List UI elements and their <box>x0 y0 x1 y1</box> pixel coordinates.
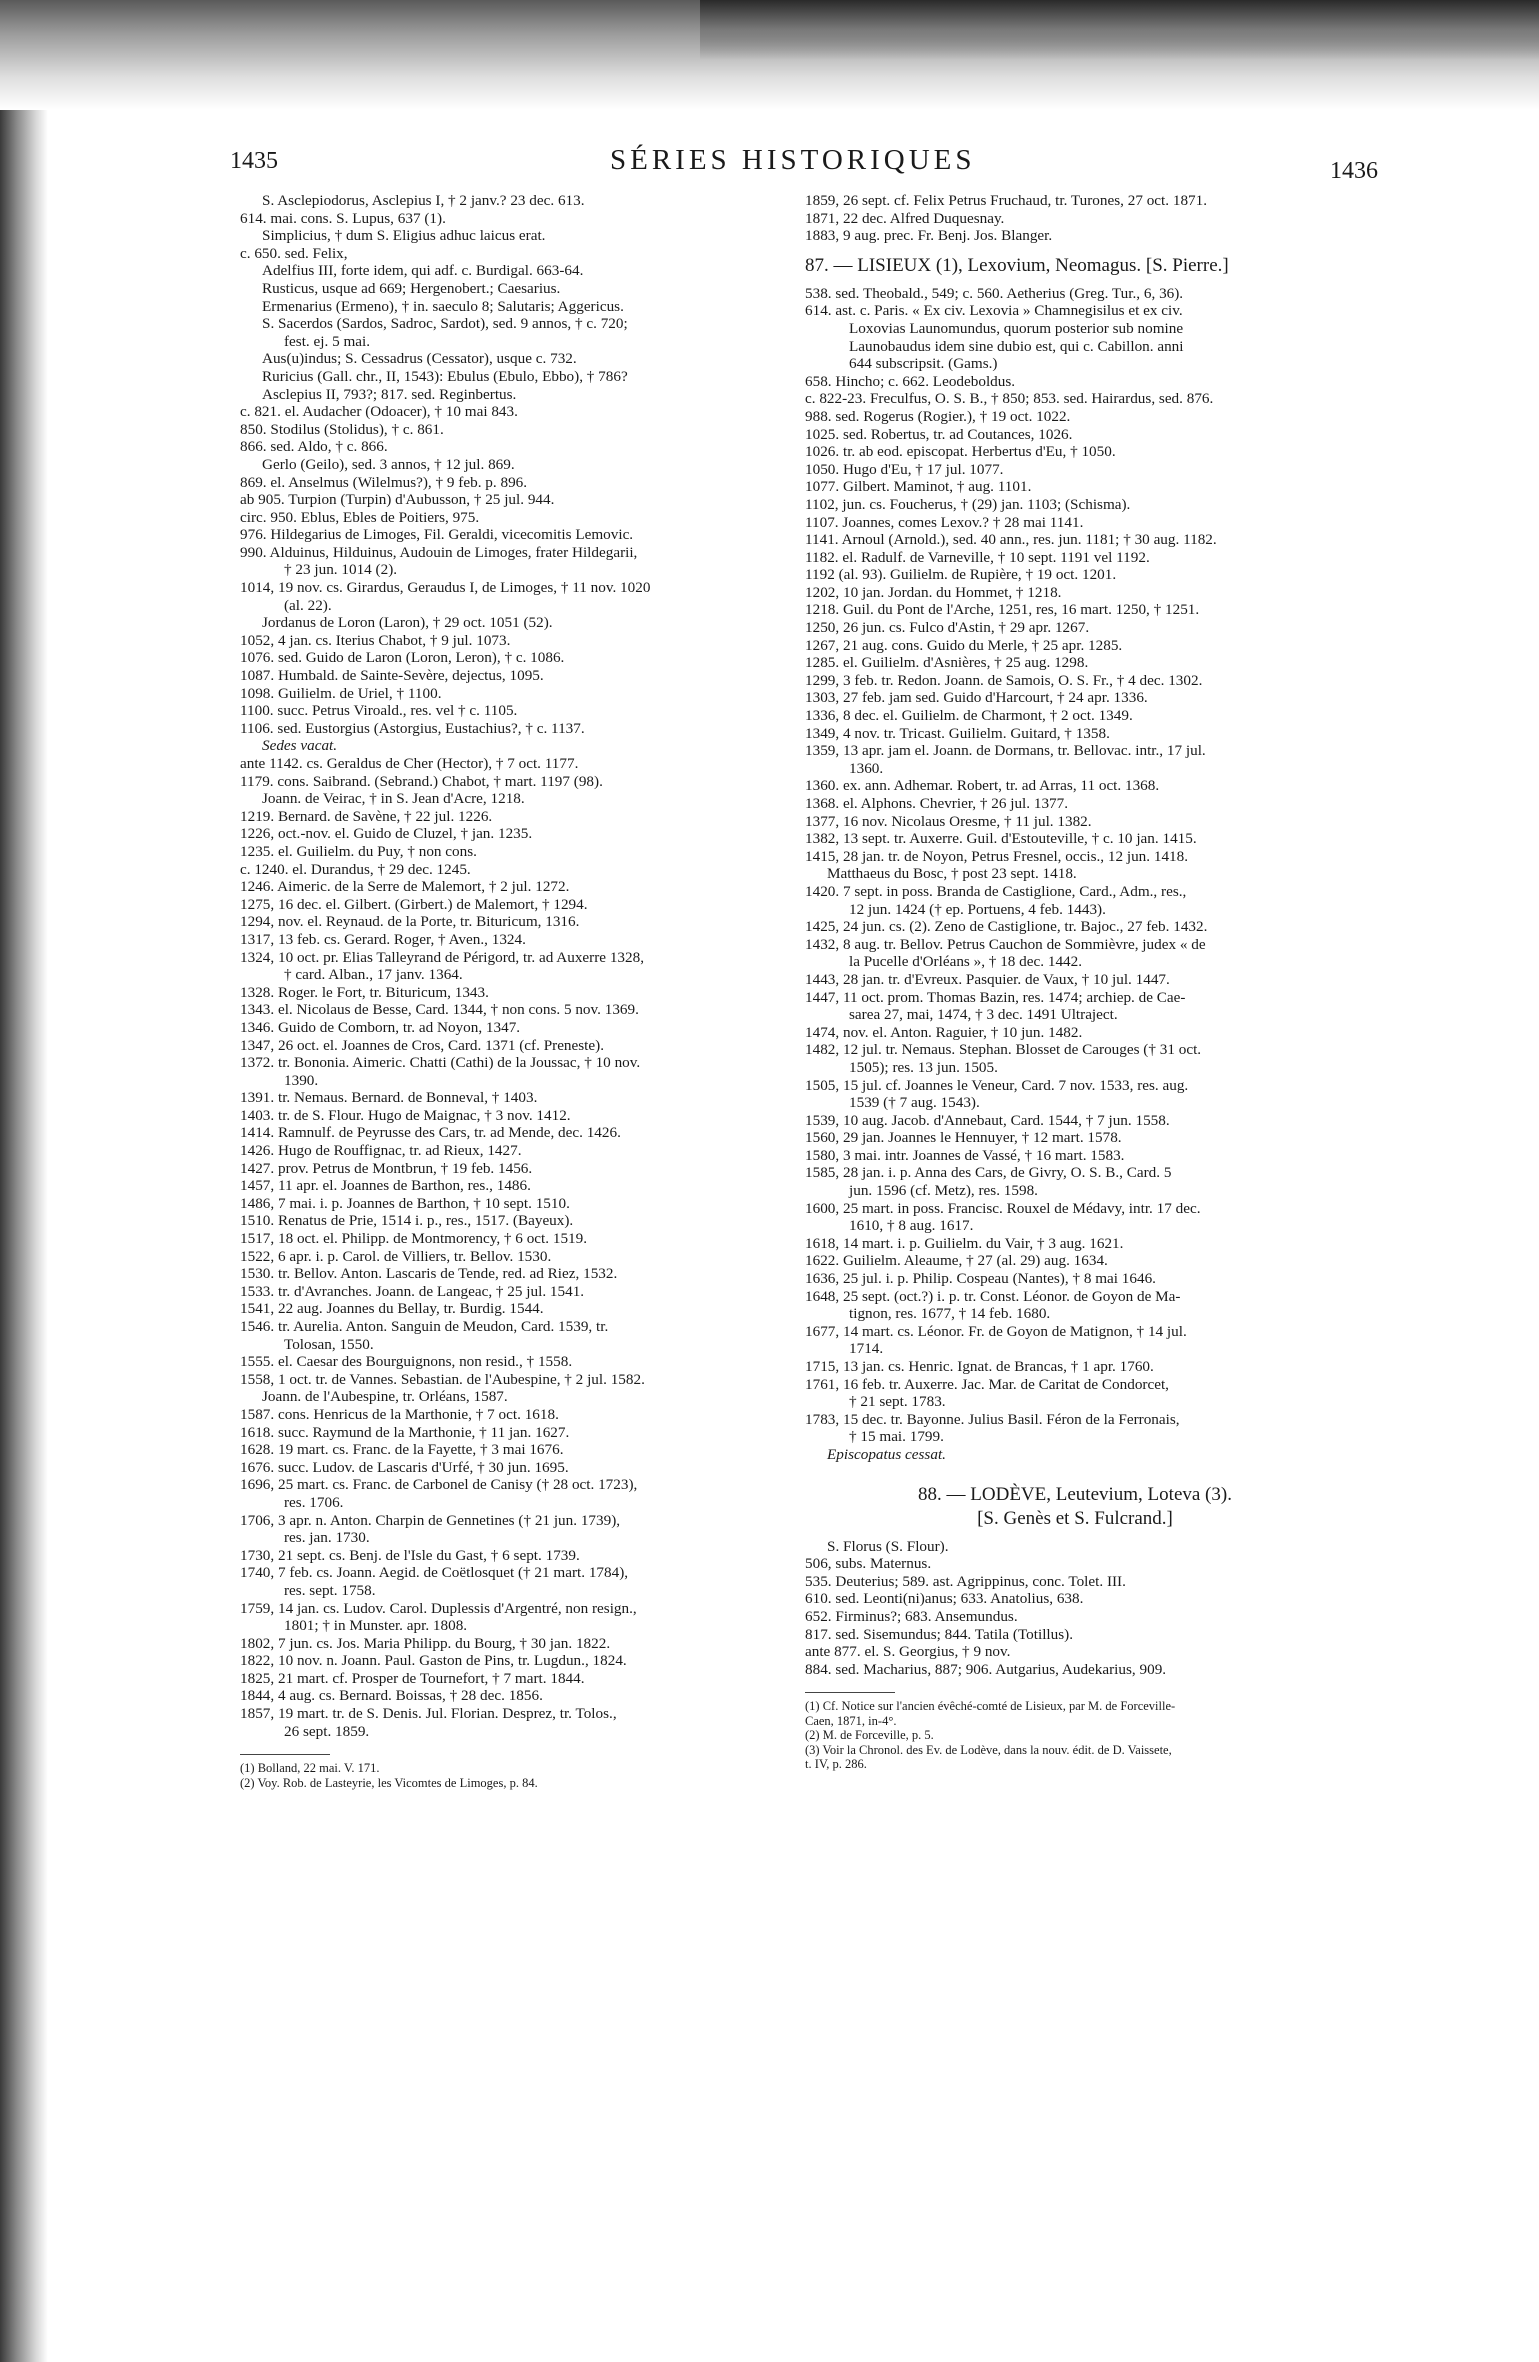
left-column-line: c. 821. el. Audacher (Odoacer), † 10 mai 843. <box>240 403 518 421</box>
right-footnote: (1) Cf. Notice sur l'ancien évêché-comté de Lisieux, par M. de Forceville- <box>805 1699 1176 1714</box>
left-column-line: Aus(u)indus; S. Cessadrus (Cessator), usque c. 732. <box>262 350 577 368</box>
lisieux-line: 644 subscripsit. (Gams.) <box>849 355 998 373</box>
left-column-line: 1390. <box>284 1071 319 1089</box>
left-column-line: 850. Stodilus (Stolidus), † c. 861. <box>240 420 444 438</box>
lodeve-line: 610. sed. Leonti(ni)anus; 633. Anatolius, 638. <box>805 1590 1084 1608</box>
lisieux-line: Loxovias Launomundus, quorum posterior sub nomine <box>849 319 1184 337</box>
left-column-line: 1628. 19 mart. cs. Franc. de la Fayette, † 3 mai 1676. <box>240 1441 564 1459</box>
lisieux-line: 1102, jun. cs. Foucherus, † (29) jan. 1103; (Schisma). <box>805 495 1131 513</box>
lisieux-line: 1677, 14 mart. cs. Léonor. Fr. de Goyon de Matignon, † 14 jul. <box>805 1322 1187 1340</box>
left-column-line: c. 650. sed. Felix, <box>240 244 348 262</box>
left-column-line: 1740, 7 feb. cs. Joann. Aegid. de Coëtlosquet († 21 mart. 1784), <box>240 1564 629 1582</box>
lisieux-line: 1618, 14 mart. i. p. Guilielm. du Vair, † 3 aug. 1621. <box>805 1234 1124 1252</box>
left-column-lines <box>240 192 800 1740</box>
lisieux-line: 1636, 25 jul. i. p. Philip. Cospeau (Nantes), † 8 mai 1646. <box>805 1270 1156 1288</box>
left-column-line: Rusticus, usque ad 669; Hergenobert.; Caesarius. <box>262 279 561 297</box>
left-column-line: 976. Hildegarius de Limoges, Fil. Geraldi, vicecomitis Lemovic. <box>240 526 634 544</box>
lisieux-line: 1250, 26 jun. cs. Fulco d'Astin, † 29 apr. 1267. <box>805 619 1090 637</box>
lisieux-line: 1539, 10 aug. Jacob. d'Annebaut, Card. 1544, † 7 jun. 1558. <box>805 1111 1170 1129</box>
lisieux-line: † 15 mai. 1799. <box>849 1428 944 1446</box>
left-column-line: 1555. el. Caesar des Bourguignons, non resid., † 1558. <box>240 1353 573 1371</box>
left-column-line: S. Asclepiodorus, Asclepius I, † 2 janv.? 23 dec. 613. <box>262 192 585 209</box>
left-column-line: 1391. tr. Nemaus. Bernard. de Bonneval, † 1403. <box>240 1089 538 1107</box>
left-column-line: 1530. tr. Bellov. Anton. Lascaris de Tende, red. ad Riez, 1532. <box>240 1265 618 1283</box>
left-column-line: 1517, 18 oct. el. Philipp. de Montmorency, † 6 oct. 1519. <box>240 1230 588 1248</box>
lisieux-line: 1474, nov. el. Anton. Raguier, † 10 jun. 1482. <box>805 1023 1083 1041</box>
left-column-line: 1347, 26 oct. el. Joannes de Cros, Card. 1371 (cf. Preneste). <box>240 1036 604 1054</box>
left-column-line: Simplicius, † dum S. Eligius adhuc laicus erat. <box>262 227 546 245</box>
footnote-divider-left <box>240 1754 330 1755</box>
lisieux-line: 1447, 11 oct. prom. Thomas Bazin, res. 1474; archiep. de Cae- <box>805 988 1186 1006</box>
left-column-line: 1510. Renatus de Prie, 1514 i. p., res., 1517. (Bayeux). <box>240 1212 574 1230</box>
lisieux-line: 988. sed. Rogerus (Rogier.), † 19 oct. 1022. <box>805 407 1071 425</box>
left-column-line: Tolosan, 1550. <box>284 1335 374 1353</box>
left-footnote: (1) Bolland, 22 mai. V. 171. <box>240 1761 380 1776</box>
left-column-line: † 23 jun. 1014 (2). <box>284 561 398 579</box>
section-heading-lodeve: 88. — LODÈVE, Leutevium, Loteva (3). <box>918 1483 1232 1505</box>
right-footnote: (2) M. de Forceville, p. 5. <box>805 1728 934 1743</box>
left-column-line: 1676. succ. Ludov. de Lascaris d'Urfé, † 30 jun. 1695. <box>240 1458 569 1476</box>
lisieux-line: 1505); res. 13 jun. 1505. <box>849 1058 998 1076</box>
right-column-top-lines <box>805 192 1345 245</box>
left-column-line: circ. 950. Eblus, Ebles de Poitiers, 975. <box>240 508 480 526</box>
lisieux-line: 1285. el. Guilielm. d'Asnières, † 25 aug. 1298. <box>805 654 1089 672</box>
left-column-line: 866. sed. Aldo, † c. 866. <box>240 438 388 456</box>
left-column-line: † card. Alban., 17 janv. 1364. <box>284 966 463 984</box>
left-column-line: 1414. Ramnulf. de Peyrusse des Cars, tr. ad Mende, dec. 1426. <box>240 1124 621 1142</box>
left-column-line: fest. ej. 5 mai. <box>284 332 371 350</box>
lisieux-line: 1360. ex. ann. Adhemar. Robert, tr. ad Arras, 11 oct. 1368. <box>805 777 1160 795</box>
lisieux-line: 1560, 29 jan. Joannes le Hennuyer, † 12 mart. 1578. <box>805 1129 1122 1147</box>
left-column-line: res. sept. 1758. <box>284 1581 376 1599</box>
left-column-line: Sedes vacat. <box>262 737 338 755</box>
lisieux-line: jun. 1596 (cf. Metz), res. 1598. <box>849 1182 1038 1200</box>
lisieux-line: 1192 (al. 93). Guilielm. de Rupière, † 19 oct. 1201. <box>805 566 1117 584</box>
lisieux-line: 1382, 13 sept. tr. Auxerre. Guil. d'Estouteville, † c. 10 jan. 1415. <box>805 830 1197 848</box>
left-column-line: 1533. tr. d'Avranches. Joann. de Langeac, † 25 jul. 1541. <box>240 1282 585 1300</box>
left-column-line: 1558, 1 oct. tr. de Vannes. Sebastian. de l'Aubespine, † 2 jul. 1582. <box>240 1370 645 1388</box>
left-column-line: 1546. tr. Aurelia. Anton. Sanguin de Meudon, Card. 1539, tr. <box>240 1318 609 1335</box>
lisieux-line: 1267, 21 aug. cons. Guido du Merle, † 25 apr. 1285. <box>805 636 1123 654</box>
left-column-line: 1328. Roger. le Fort, tr. Bituricum, 1343. <box>240 983 489 1001</box>
left-column-line: 1427. prov. Petrus de Montbrun, † 19 feb. 1456. <box>240 1159 533 1177</box>
left-column-line: 1457, 11 apr. el. Joannes de Barthon, res., 1486. <box>240 1177 531 1195</box>
running-title: SÉRIES HISTORIQUES <box>610 144 976 176</box>
right-footnotes <box>805 1699 1345 1772</box>
left-footnotes <box>240 1761 800 1790</box>
right-footnote: Caen, 1871, in-4°. <box>805 1713 897 1728</box>
lisieux-line: 1077. Gilbert. Maminot, † aug. 1101. <box>805 478 1032 496</box>
left-column-line: 1052, 4 jan. cs. Iterius Chabot, † 9 jul. 1073. <box>240 631 511 649</box>
lisieux-line: tignon, res. 1677, † 14 feb. 1680. <box>849 1305 1051 1323</box>
lisieux-line: 1202, 10 jan. Jordan. du Hommet, † 1218. <box>805 583 1062 601</box>
left-column-line: Jordanus de Loron (Laron), † 29 oct. 1051 (52). <box>262 614 553 632</box>
left-column-line: 1098. Guilielm. de Uriel, † 1100. <box>240 684 442 702</box>
left-column-line: 1294, nov. el. Reynaud. de la Porte, tr. Bituricum, 1316. <box>240 913 580 931</box>
left-column-line: 26 sept. 1859. <box>284 1722 370 1740</box>
lisieux-line: 1648, 25 sept. (oct.?) i. p. tr. Const. Léonor. de Goyon de Ma- <box>805 1287 1181 1305</box>
lisieux-line: 1482, 12 jul. tr. Nemaus. Stephan. Blosset de Carouges († 31 oct. <box>805 1041 1202 1059</box>
left-column-line: 1219. Bernard. de Savène, † 22 jul. 1226. <box>240 807 493 825</box>
left-column-line: Joann. de l'Aubespine, tr. Orléans, 1587. <box>262 1388 508 1406</box>
right-column <box>805 192 1345 1772</box>
left-column-line: 1246. Aimeric. de la Serre de Malemort, † 2 jul. 1272. <box>240 878 570 896</box>
left-column-line: 1403. tr. de S. Flour. Hugo de Maignac, † 3 nov. 1412. <box>240 1106 571 1124</box>
left-column-line: res. 1706. <box>284 1493 344 1511</box>
lisieux-line: sarea 27, mai, 1474, † 3 dec. 1491 Ultraject. <box>849 1006 1118 1024</box>
lisieux-line: † 21 sept. 1783. <box>849 1393 946 1411</box>
lodeve-line: ante 877. el. S. Georgius, † 9 nov. <box>805 1643 1011 1661</box>
lisieux-line: 1050. Hugo d'Eu, † 17 jul. 1077. <box>805 460 1004 478</box>
lisieux-line: 1107. Joannes, comes Lexov.? † 28 mai 1141. <box>805 513 1084 531</box>
lodeve-line: 884. sed. Macharius, 887; 906. Autgarius, Audekarius, 909. <box>805 1660 1167 1678</box>
lisieux-line: 1182. el. Radulf. de Varneville, † 10 sept. 1191 vel 1192. <box>805 548 1150 566</box>
lisieux-line: 1026. tr. ab eod. episcopat. Herbertus d'Eu, † 1050. <box>805 443 1116 461</box>
left-column-line: 1226, oct.-nov. el. Guido de Cluzel, † jan. 1235. <box>240 825 533 843</box>
left-column-line: Ruricius (Gall. chr., II, 1543): Ebulus (Ebulo, Ebbo), † 786? <box>262 367 628 385</box>
left-column-line: Asclepius II, 793?; 817. sed. Reginbertus. <box>262 385 517 403</box>
lisieux-line: 1715, 13 jan. cs. Henric. Ignat. de Brancas, † 1 apr. 1760. <box>805 1358 1154 1375</box>
left-column-line: 1802, 7 jun. cs. Jos. Maria Philipp. du Bourg, † 30 jan. 1822. <box>240 1634 611 1652</box>
left-column-line: 1759, 14 jan. cs. Ludov. Carol. Duplessis d'Argentré, non resign., <box>240 1599 637 1617</box>
left-column-line: 1618. succ. Raymund de la Marthonie, † 11 jan. 1627. <box>240 1423 570 1441</box>
right-column-top-line: 1859, 26 sept. cf. Felix Petrus Fruchaud, tr. Turones, 27 oct. 1871. <box>805 192 1208 209</box>
lisieux-lines <box>805 285 1345 1464</box>
lisieux-line: 1349, 4 nov. tr. Tricast. Guilielm. Guitard, † 1358. <box>805 724 1110 742</box>
lisieux-line: 1610, † 8 aug. 1617. <box>849 1217 974 1235</box>
left-column-line: ab 905. Turpion (Turpin) d'Aubusson, † 25 jul. 944. <box>240 491 555 509</box>
left-column-line: (al. 22). <box>284 596 332 614</box>
page-number-right: 1436 <box>1330 158 1378 184</box>
left-column-line: 1426. Hugo de Rouffignac, tr. ad Rieux, 1427. <box>240 1142 522 1160</box>
left-column-line: 1235. el. Guilielm. du Puy, † non cons. <box>240 842 477 860</box>
left-column-line: 1014, 19 nov. cs. Girardus, Geraudus I, de Limoges, † 11 nov. 1020 <box>240 579 651 597</box>
left-column-line: 1179. cons. Saibrand. (Sebrand.) Chabot, † mart. 1197 (98). <box>240 772 603 790</box>
left-column-line: 1706, 3 apr. n. Anton. Charpin de Gennetines († 21 jun. 1739), <box>240 1511 621 1529</box>
lisieux-line: 1336, 8 dec. el. Guilielm. de Charmont, † 2 oct. 1349. <box>805 707 1133 725</box>
lisieux-line: 1622. Guilielm. Aleaume, † 27 (al. 29) aug. 1634. <box>805 1252 1108 1270</box>
lodeve-line: 817. sed. Sisemundus; 844. Tatila (Totillus). <box>805 1625 1074 1643</box>
left-column-line: S. Sacerdos (Sardos, Sadroc, Sardot), sed. 9 annos, † c. 720; <box>262 315 628 333</box>
lisieux-line: 1539 († 7 aug. 1543). <box>849 1094 980 1112</box>
left-column-line: 869. el. Anselmus (Wilelmus?), † 9 feb. p. 896. <box>240 473 528 491</box>
lisieux-line: 658. Hincho; c. 662. Leodeboldus. <box>805 372 1016 390</box>
left-column-line: 614. mai. cons. S. Lupus, 637 (1). <box>240 209 446 227</box>
lisieux-line: 1303, 27 feb. jam sed. Guido d'Harcourt, † 24 apr. 1336. <box>805 689 1148 707</box>
lisieux-line: 1218. Guil. du Pont de l'Arche, 1251, res, 16 mart. 1250, † 1251. <box>805 601 1200 619</box>
right-column-top-line: 1871, 22 dec. Alfred Duquesnay. <box>805 209 1005 227</box>
section-gap <box>805 1464 1345 1474</box>
left-column-line: 1857, 19 mart. tr. de S. Denis. Jul. Florian. Desprez, tr. Tolos., <box>240 1705 617 1723</box>
left-column-line: 1522, 6 apr. i. p. Carol. de Villiers, tr. Bellov. 1530. <box>240 1247 552 1265</box>
lisieux-line: 1415, 28 jan. tr. de Noyon, Petrus Fresnel, occis., 12 jun. 1418. <box>805 847 1189 865</box>
left-column-line: 1324, 10 oct. pr. Elias Talleyrand de Périgord, tr. ad Auxerre 1328, <box>240 948 644 966</box>
lodeve-line: S. Florus (S. Flour). <box>827 1537 949 1555</box>
lodeve-lines <box>805 1538 1345 1679</box>
lisieux-line: 1359, 13 apr. jam el. Joann. de Dormans, tr. Bellovac. intr., 17 jul. <box>805 742 1206 760</box>
lisieux-line: 1025. sed. Robertus, tr. ad Coutances, 1026. <box>805 425 1073 443</box>
section-subheading-lodeve: [S. Genès et S. Fulcrand.] <box>977 1507 1173 1529</box>
lodeve-line: 652. Firminus?; 683. Ansemundus. <box>805 1607 1018 1625</box>
left-column-line: ante 1142. cs. Geraldus de Cher (Hector), † 7 oct. 1177. <box>240 755 579 772</box>
left-column-line: 1343. el. Nicolaus de Besse, Card. 1344, † non cons. 5 nov. 1369. <box>240 1001 639 1019</box>
lisieux-line: Episcopatus cessat. <box>827 1445 946 1463</box>
left-column-line: 1372. tr. Bononia. Aimeric. Chatti (Cathi) de la Joussac, † 10 nov. <box>240 1054 641 1072</box>
lisieux-line: 1580, 3 mai. intr. Joannes de Vassé, † 16 mart. 1583. <box>805 1146 1125 1164</box>
lisieux-line: 1761, 16 feb. tr. Auxerre. Jac. Mar. de Caritat de Condorcet, <box>805 1375 1169 1393</box>
left-column-line: 1696, 25 mart. cs. Franc. de Carbonel de Canisy († 28 oct. 1723), <box>240 1476 638 1494</box>
left-column-line: 1486, 7 mai. i. p. Joannes de Barthon, † 10 sept. 1510. <box>240 1194 570 1212</box>
lisieux-line: 1714. <box>849 1340 884 1358</box>
lisieux-line: 12 jun. 1424 († ep. Portuens, 4 feb. 1443). <box>849 900 1106 918</box>
lisieux-line: 1783, 15 dec. tr. Bayonne. Julius Basil. Féron de la Ferronais, <box>805 1410 1180 1428</box>
right-column-top-line: 1883, 9 aug. prec. Fr. Benj. Jos. Blanger. <box>805 227 1053 245</box>
left-column-line: 1317, 13 feb. cs. Gerard. Roger, † Aven., 1324. <box>240 930 526 948</box>
lisieux-line: 1432, 8 aug. tr. Bellov. Petrus Cauchon de Sommièvre, judex « de <box>805 935 1206 953</box>
lodeve-line: 506, subs. Maternus. <box>805 1555 932 1573</box>
lisieux-line: 1141. Arnoul (Arnold.), sed. 40 ann., res. jun. 1181; † 30 aug. 1182. <box>805 531 1217 549</box>
lisieux-line: 538. sed. Theobald., 549; c. 560. Aetherius (Greg. Tur., 6, 36). <box>805 284 1184 302</box>
left-column-line: 1100. succ. Petrus Viroald., res. vel † c. 1105. <box>240 702 518 720</box>
lisieux-line: c. 822-23. Freculfus, O. S. B., † 850; 853. sed. Hairardus, sed. 876. <box>805 390 1214 408</box>
left-column-line: 1106. sed. Eustorgius (Astorgius, Eustachius?, † c. 1137. <box>240 719 585 737</box>
lisieux-line: 1443, 28 jan. tr. d'Evreux. Pasquier. de Vaux, † 10 jul. 1447. <box>805 970 1170 988</box>
left-column-line: res. jan. 1730. <box>284 1529 370 1547</box>
left-column-line: Adelfius III, forte idem, qui adf. c. Burdigal. 663-64. <box>262 262 584 280</box>
left-column <box>240 192 800 1790</box>
left-column-line: 1587. cons. Henricus de la Marthonie, † 7 oct. 1618. <box>240 1405 559 1423</box>
left-column-line: c. 1240. el. Durandus, † 29 dec. 1245. <box>240 860 471 878</box>
lisieux-line: 1377, 16 nov. Nicolaus Oresme, † 11 jul. 1382. <box>805 812 1092 830</box>
right-footnote: (3) Voir la Chronol. des Ev. de Lodève, dans la nouv. édit. de D. Vaissete, <box>805 1742 1172 1757</box>
page-number-left: 1435 <box>230 148 278 174</box>
lisieux-line: 1425, 24 jun. cs. (2). Zeno de Castiglione, tr. Bajoc., 27 feb. 1432. <box>805 918 1208 936</box>
lisieux-line: 1585, 28 jan. i. p. Anna des Cars, de Givry, O. S. B., Card. 5 <box>805 1164 1172 1182</box>
left-column-line: 1825, 21 mart. cf. Prosper de Tournefort, † 7 mart. 1844. <box>240 1669 585 1687</box>
left-column-line: 990. Alduinus, Hilduinus, Audouin de Limoges, frater Hildegarii, <box>240 543 638 561</box>
lisieux-line: 1600, 25 mart. in poss. Francisc. Rouxel de Médavy, intr. 17 dec. <box>805 1199 1201 1217</box>
left-column-line: Joann. de Veirac, † in S. Jean d'Acre, 1218. <box>262 790 525 808</box>
left-column-line: Ermenarius (Ermeno), † in. saeculo 8; Salutaris; Aggericus. <box>262 297 624 315</box>
left-column-line: 1275, 16 dec. el. Gilbert. (Girbert.) de Malemort, † 1294. <box>240 895 588 913</box>
left-column-line: 1541, 22 aug. Joannes du Bellay, tr. Burdig. 1544. <box>240 1300 544 1318</box>
lisieux-line: 1420. 7 sept. in poss. Branda de Castiglione, Card., Adm., res., <box>805 882 1187 900</box>
left-column-line: 1844, 4 aug. cs. Bernard. Boissas, † 28 dec. 1856. <box>240 1687 543 1705</box>
lisieux-line: 1505, 15 jul. cf. Joannes le Veneur, Card. 7 nov. 1533, res. aug. <box>805 1076 1189 1094</box>
scan-shadow-top-right <box>700 0 1539 60</box>
scan-shadow-left <box>0 0 48 2362</box>
footnote-divider-right <box>805 1692 895 1693</box>
right-footnote: t. IV, p. 286. <box>805 1757 867 1772</box>
left-column-line: Gerlo (Geilo), sed. 3 annos, † 12 jul. 869. <box>262 455 515 473</box>
lisieux-line: 1299, 3 feb. tr. Redon. Joann. de Samois, O. S. Fr., † 4 dec. 1302. <box>805 671 1203 689</box>
left-column-line: 1801; † in Munster. apr. 1808. <box>284 1617 468 1635</box>
left-column-line: 1730, 21 sept. cs. Benj. de l'Isle du Gast, † 6 sept. 1739. <box>240 1546 580 1564</box>
lisieux-line: Matthaeus du Bosc, † post 23 sept. 1418. <box>827 865 1077 883</box>
lisieux-line: 614. ast. c. Paris. « Ex civ. Lexovia » Chamnegisilus et ex civ. <box>805 302 1183 320</box>
left-column-line: 1076. sed. Guido de Laron (Loron, Leron), † c. 1086. <box>240 649 565 667</box>
lisieux-line: Launobaudus idem sine dubio est, qui c. Cabillon. anni <box>849 337 1184 355</box>
lodeve-line: 535. Deuterius; 589. ast. Agrippinus, conc. Tolet. III. <box>805 1572 1126 1590</box>
lisieux-line: la Pucelle d'Orléans », † 18 dec. 1442. <box>849 953 1083 971</box>
left-footnote: (2) Voy. Rob. de Lasteyrie, les Vicomtes de Limoges, p. 84. <box>240 1775 538 1790</box>
left-column-line: 1346. Guido de Comborn, tr. ad Noyon, 1347. <box>240 1018 521 1036</box>
section-heading-lisieux: 87. — LISIEUX (1), Lexovium, Neomagus. [S. Pierre.] <box>805 254 1229 276</box>
page-header <box>230 140 1378 184</box>
left-column-line: 1822, 10 nov. n. Joann. Paul. Gaston de Pins, tr. Lugdun., 1824. <box>240 1652 627 1670</box>
left-column-line: 1087. Humbald. de Sainte-Sevère, dejectus, 1095. <box>240 667 544 685</box>
lisieux-line: 1360. <box>849 759 884 777</box>
lisieux-line: 1368. el. Alphons. Chevrier, † 26 jul. 1377. <box>805 795 1069 812</box>
